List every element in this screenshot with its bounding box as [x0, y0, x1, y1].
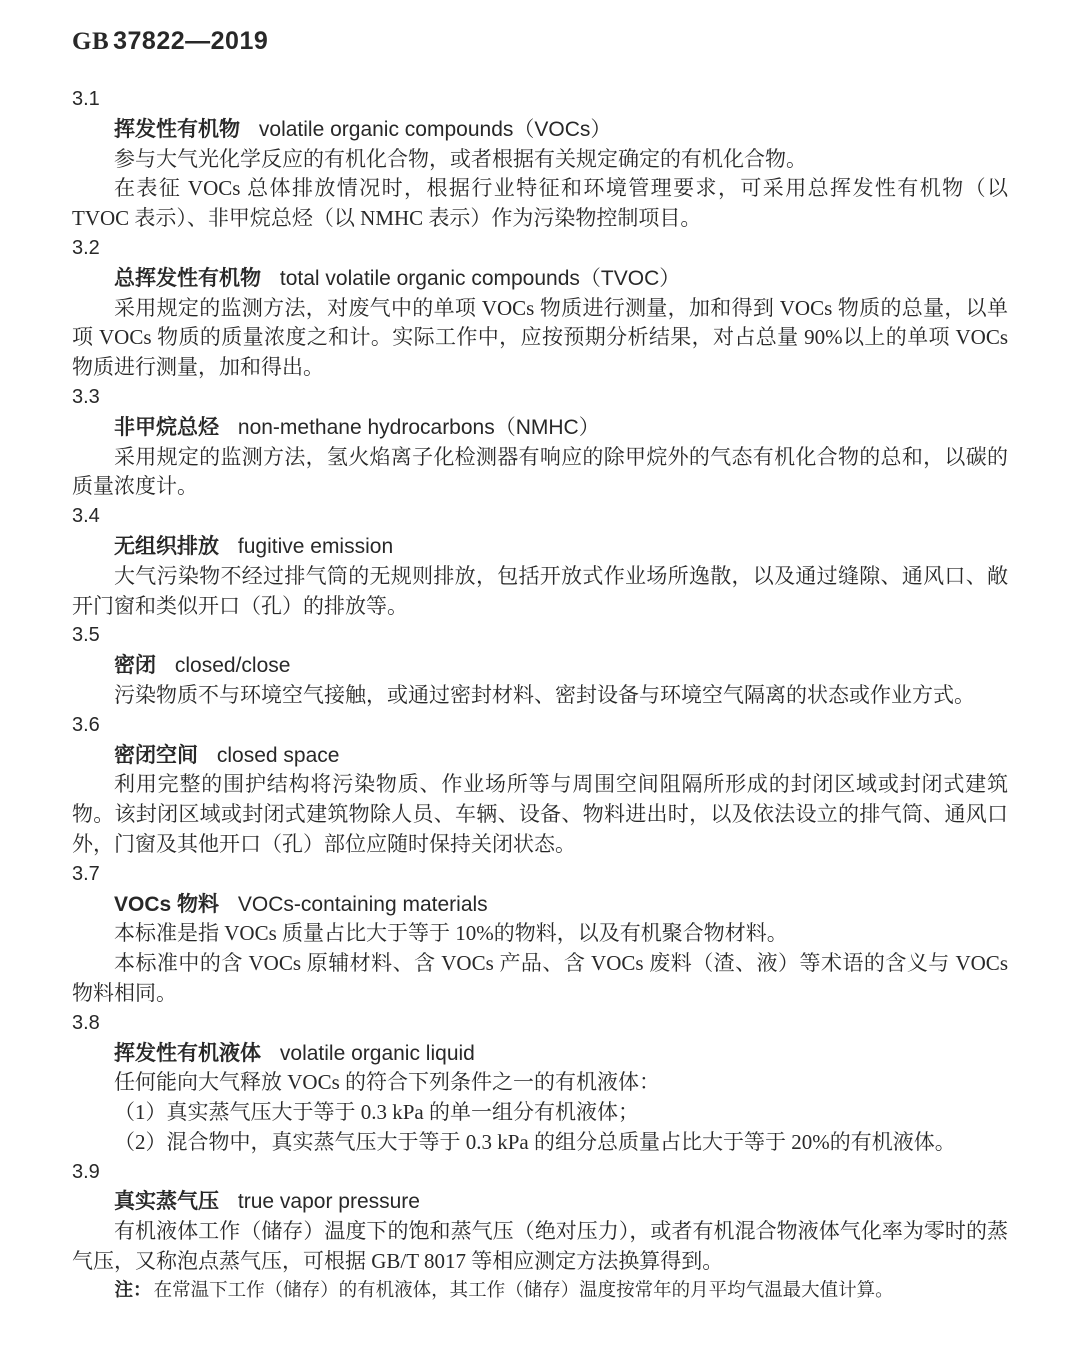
term-chinese: 密闭	[114, 654, 156, 678]
term-english: closed/close	[174, 654, 291, 678]
definitions-list	[72, 85, 1008, 1307]
clause-section	[72, 502, 1008, 621]
term-chinese: 总挥发性有机物	[114, 266, 261, 290]
clause-number: 3.4	[72, 505, 100, 528]
clause-title	[72, 115, 1008, 145]
term-chinese: 非甲烷总烃	[114, 415, 219, 439]
clause-section	[72, 860, 1008, 1009]
term-chinese: VOCs 物料	[114, 892, 220, 916]
clause-title	[72, 1187, 1008, 1217]
clause-paragraph: 任何能向大气释放 VOCs 的符合下列条件之一的有机液体：	[114, 1070, 661, 1095]
clause-title	[72, 1039, 1008, 1069]
clause-title	[72, 651, 1008, 681]
clause-paragraph: 有机液体工作（储存）温度下的饱和蒸气压（绝对压力），或者有机混合物液体气化率为零时的蒸气压，又称泡点蒸气压，可根据 GB/T 8017 等相应测定方法换算得到。	[72, 1219, 1008, 1274]
clause-number: 3.8	[72, 1011, 100, 1034]
clause-paragraph: 在表征 VOCs 总体排放情况时，根据行业特征和环境管理要求，可采用总挥发性有机物（以 TVOC 表示）、非甲烷总烃（以 NMHC 表示）作为污染物控制项目。	[72, 176, 1008, 231]
term-chinese: 真实蒸气压	[114, 1190, 219, 1214]
clause-number: 3.6	[72, 713, 100, 736]
clause-title	[72, 413, 1008, 443]
clause-number: 3.1	[72, 88, 100, 110]
term-english: closed space	[216, 743, 340, 767]
note-text: 在常温下工作（储存）的有机液体，其工作（储存）温度按常年的月平均气温最大值计算。	[153, 1280, 894, 1301]
clause-title	[72, 264, 1008, 294]
term-english: true vapor pressure	[237, 1190, 420, 1214]
clause-paragraph: 本标准是指 VOCs 质量占比大于等于 10%的物料，以及有机聚合物材料。	[114, 921, 788, 946]
clause-paragraph: （2）混合物中，真实蒸气压大于等于 0.3 kPa 的组分总质量占比大于等于 20%的有机液体。	[114, 1129, 956, 1154]
clause-title	[72, 532, 1008, 562]
term-chinese: 挥发性有机物	[114, 117, 240, 141]
term-english: fugitive emission	[237, 534, 394, 558]
note-label: 注：	[114, 1280, 152, 1301]
term-chinese: 无组织排放	[114, 534, 219, 558]
standard-code-number: 37822—2019	[113, 27, 269, 55]
clause-number: 3.3	[72, 385, 100, 408]
clause-number: 3.2	[72, 236, 100, 259]
clause-paragraph: 污染物质不与环境空气接触，或通过密封材料、密封设备与环境空气隔离的状态或作业方式。	[114, 682, 975, 707]
clause-paragraph: 利用完整的围护结构将污染物质、作业场所等与周围空间阻隔所形成的封闭区域或封闭式建筑物。该封闭区域或封闭式建筑物除人员、车辆、设备、物料进出时，以及依法设立的排气筒、通风口外，门窗及其他开口（孔）部位应随时保持关闭状态。	[72, 772, 1008, 856]
term-english: VOCs-containing materials	[237, 892, 488, 916]
clause-paragraph: 大气污染物不经过排气筒的无规则排放，包括开放式作业场所逸散，以及通过缝隙、通风口、敞开门窗和类似开口（孔）的排放等。	[72, 563, 1008, 618]
standard-code-prefix: GB	[72, 28, 110, 55]
term-chinese: 挥发性有机液体	[114, 1041, 261, 1065]
clause-number: 3.7	[72, 862, 100, 885]
clause-title	[72, 890, 1008, 920]
clause-section	[72, 621, 1008, 710]
clause-title	[72, 741, 1008, 771]
clause-section	[72, 1009, 1008, 1158]
term-english: volatile organic liquid	[279, 1041, 475, 1065]
term-english: volatile organic compounds（VOCs）	[258, 117, 612, 141]
standard-number-header	[72, 26, 1008, 57]
term-english: total volatile organic compounds（TVOC）	[279, 266, 681, 290]
clause-section	[72, 1158, 1008, 1307]
clause-paragraph: 本标准中的含 VOCs 原辅材料、含 VOCs 产品、含 VOCs 废料（渣、液）等术语的含义与 VOCs 物料相同。	[72, 951, 1008, 1005]
clause-paragraph: 参与大气光化学反应的有机化合物，或者根据有关规定确定的有机化合物。	[114, 146, 807, 171]
clause-number: 3.9	[72, 1160, 100, 1183]
clause-note	[72, 1277, 1008, 1307]
clause-paragraph: （1）真实蒸气压大于等于 0.3 kPa 的单一组分有机液体；	[114, 1100, 639, 1125]
clause-section	[72, 85, 1008, 234]
clause-paragraph: 采用规定的监测方法，对废气中的单项 VOCs 物质进行测量，加和得到 VOCs 物质的总量，以单项 VOCs 物质的质量浓度之和计。实际工作中，应按预期分析结果，对占总量 90%以上的单项 VOCs 物质进行测量，加和得出。	[72, 295, 1008, 380]
term-english: non-methane hydrocarbons（NMHC）	[237, 415, 600, 439]
clause-number: 3.5	[72, 624, 100, 647]
clause-paragraph: 采用规定的监测方法，氢火焰离子化检测器有响应的除甲烷外的气态有机化合物的总和，以碳的质量浓度计。	[72, 444, 1008, 499]
clause-section	[72, 711, 1008, 860]
clause-section	[72, 234, 1008, 383]
clause-section	[72, 383, 1008, 502]
term-chinese: 密闭空间	[114, 743, 198, 767]
